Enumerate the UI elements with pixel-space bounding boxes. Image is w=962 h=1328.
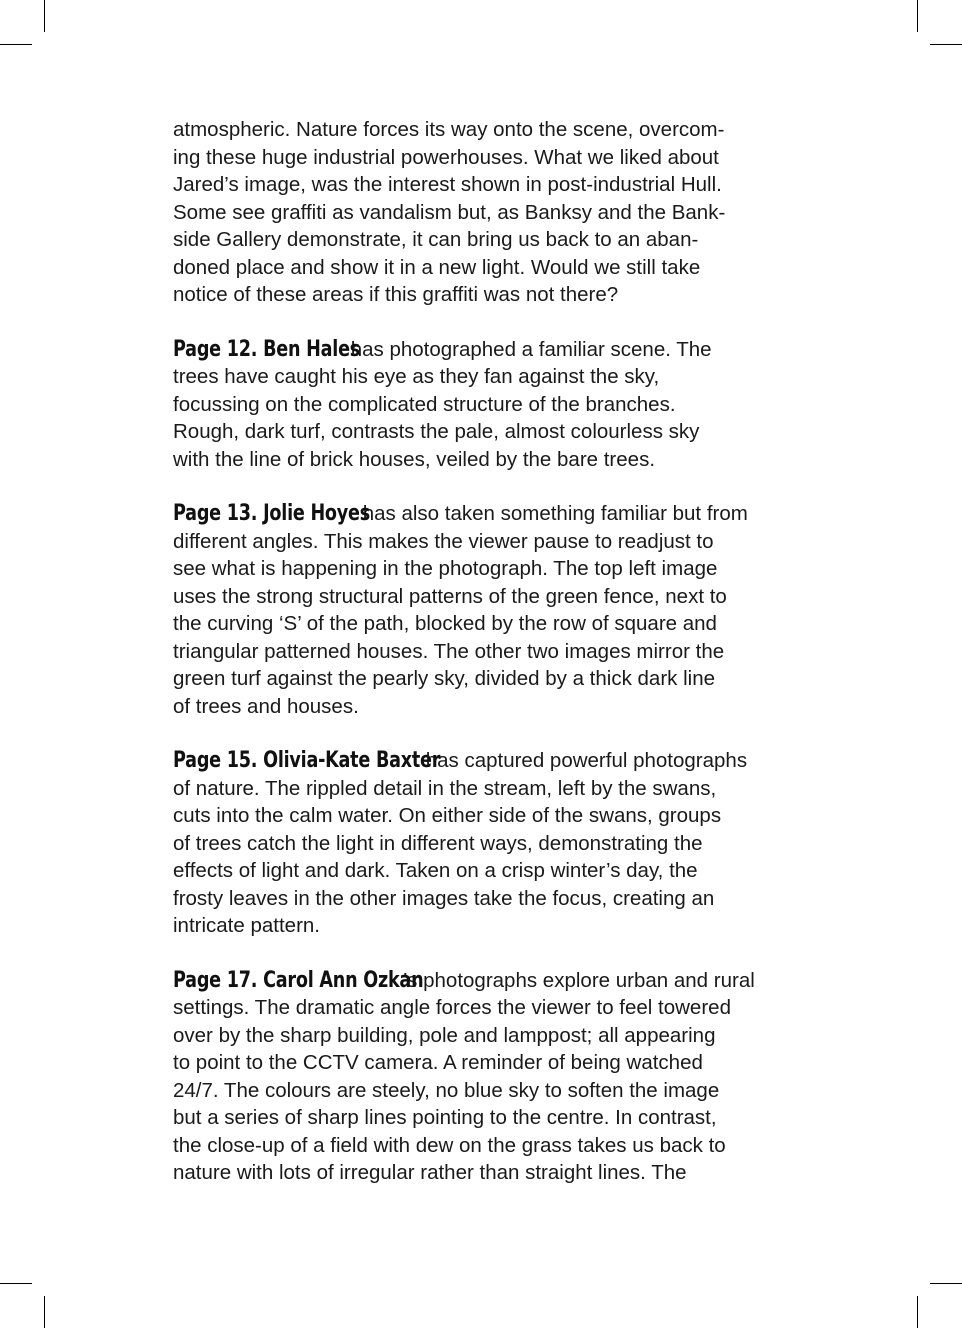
text-line: Rough, dark turf, contrasts the pale, almost colourless sky [173, 420, 700, 443]
text-line: uses the strong structural patterns of the green fence, next to [173, 584, 727, 608]
paragraph-olivia-kate-baxter [173, 747, 803, 940]
text-line: focussing on the complicated structure of the branches. [173, 392, 676, 416]
text-line: 24/7. The colours are steely, no blue sky to soften the image [173, 1078, 720, 1102]
text-line: green turf against the pearly sky, divided by a thick dark line [173, 667, 716, 690]
paragraph-carol-ann-ozkan [173, 967, 803, 1187]
paragraph-heading: Page 17. Carol Ann Ozkan [173, 967, 424, 993]
paragraph-heading: Page 15. Olivia-Kate Baxter [173, 748, 441, 773]
text-line: triangular patterned houses. The other two images mirror the [173, 639, 725, 663]
text-line: the close-up of a field with dew on the grass takes us back to [173, 1133, 726, 1157]
text-line: of nature. The rippled detail in the stream, left by the swans, [173, 776, 717, 800]
paragraph-heading: Page 12. Ben Hales [173, 336, 361, 362]
crop-mark-top-left-vertical [44, 0, 45, 32]
text-line: different angles. This makes the viewer pause to readjust to [173, 529, 714, 553]
text-line: with the line of brick houses, veiled by the bare trees. [173, 447, 656, 471]
text-line: Jared’s image, was the interest shown in post-industrial Hull. [173, 173, 722, 196]
text-line: intricate pattern. [173, 914, 320, 937]
text-line [173, 500, 803, 528]
text-line: but a series of sharp lines pointing to the centre. In contrast, [173, 1106, 717, 1129]
text-line: the curving ‘S’ of the path, blocked by the row of square and [173, 612, 717, 635]
text-line: atmospheric. Nature forces its way onto the scene, overcom- [173, 118, 725, 141]
text-line: see what is happening in the photograph. The top left image [173, 557, 718, 580]
text-line: settings. The dramatic angle forces the viewer to feel towered [173, 996, 731, 1019]
text-fragment: has captured powerful photographs [420, 749, 748, 772]
crop-mark-top-right-vertical [917, 0, 918, 32]
text-line: Some see graffiti as vandalism but, as Banksy and the Bank- [173, 200, 726, 224]
text-fragment: ’s photographs explore urban and rural [403, 968, 755, 992]
text-line [173, 747, 803, 775]
crop-mark-bottom-left-horizontal [0, 1283, 32, 1284]
text-line: of trees catch the light in different ways, demonstrating the [173, 831, 703, 855]
text-line: frosty leaves in the other images take the focus, creating an [173, 886, 715, 910]
text-line: ing these huge industrial powerhouses. What we liked about [173, 145, 719, 169]
paragraph-intro [173, 116, 803, 309]
crop-mark-bottom-right-horizontal [930, 1283, 962, 1284]
body-text-column [173, 116, 803, 1214]
text-line: cuts into the calm water. On either side of the swans, groups [173, 804, 722, 827]
text-line [173, 336, 803, 364]
text-line: trees have caught his eye as they fan against the sky, [173, 365, 660, 388]
text-line: to point to the CCTV camera. A reminder of being watched [173, 1051, 703, 1074]
text-line: doned place and show it in a new light. Would we still take [173, 255, 701, 279]
crop-mark-top-left-horizontal [0, 44, 32, 45]
text-line: over by the sharp building, pole and lamppost; all appearing [173, 1023, 716, 1047]
text-fragment: has also taken something familiar but from [357, 502, 748, 525]
paragraph-ben-hales [173, 336, 803, 474]
paragraph-jolie-hoyes [173, 500, 803, 720]
crop-mark-bottom-left-vertical [44, 1296, 45, 1328]
crop-mark-bottom-right-vertical [917, 1296, 918, 1328]
text-line: notice of these areas if this graffiti was not there? [173, 283, 619, 306]
text-line: nature with lots of irregular rather than straight lines. The [173, 1161, 687, 1184]
paragraph-heading: Page 13. Jolie Hoyes [173, 501, 370, 526]
text-line: of trees and houses. [173, 694, 359, 718]
text-fragment: has photographed a familiar scene. The [345, 337, 712, 361]
text-line [173, 967, 803, 995]
text-line: side Gallery demonstrate, it can bring us back to an aban- [173, 228, 699, 251]
text-line: effects of light and dark. Taken on a crisp winter’s day, the [173, 859, 698, 882]
crop-mark-top-right-horizontal [930, 44, 962, 45]
